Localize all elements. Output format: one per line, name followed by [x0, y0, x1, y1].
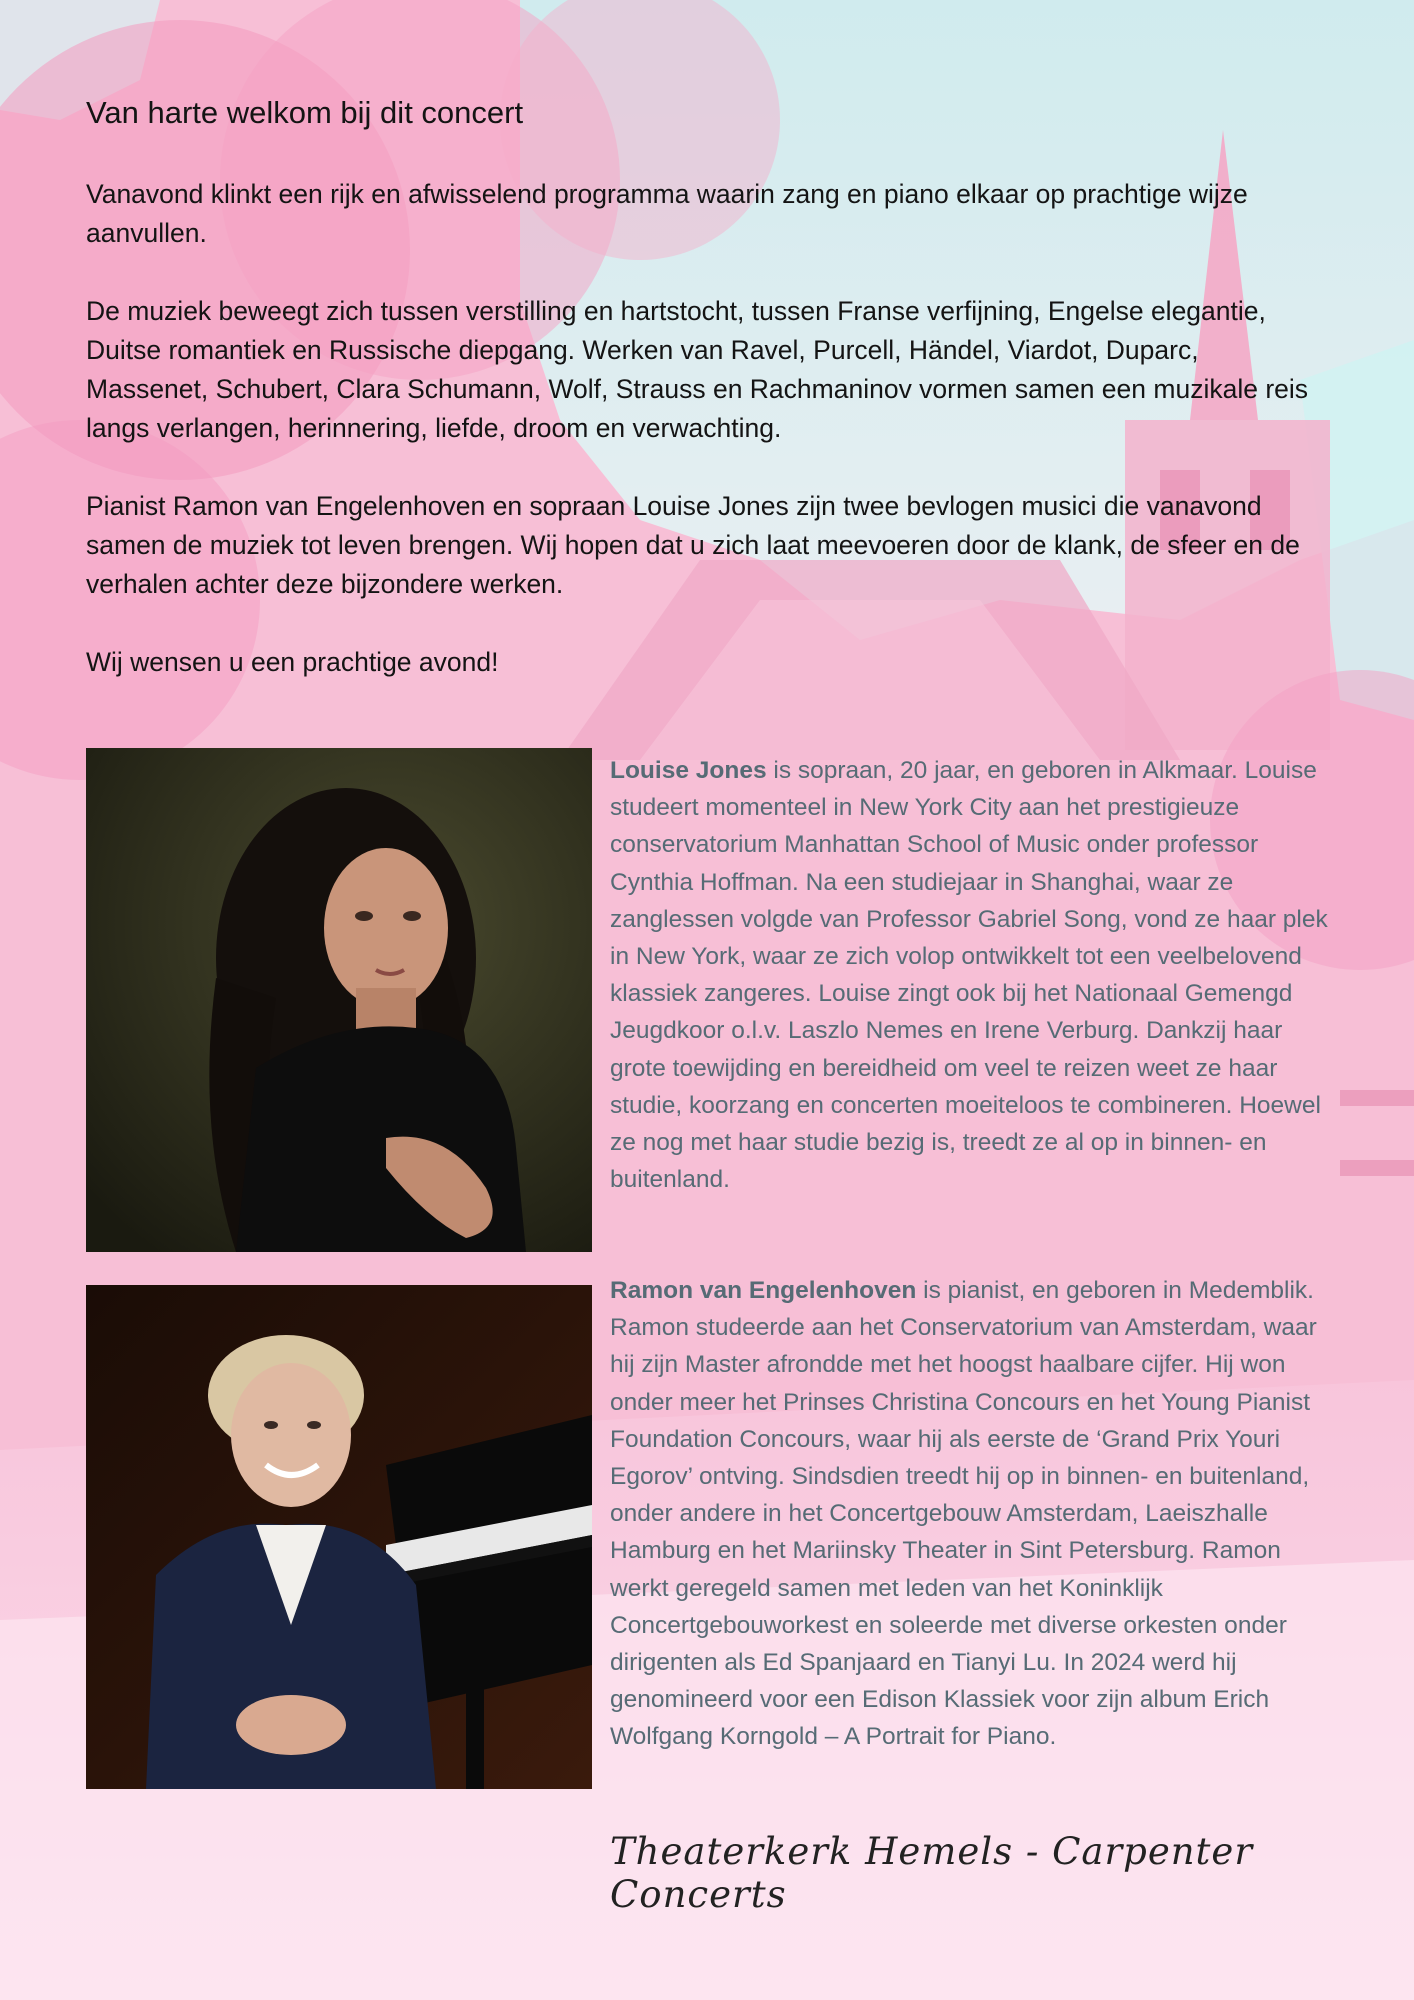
intro-text [86, 175, 1326, 721]
ramon-van-engelenhoven-bio [610, 1272, 1340, 1756]
louise-jones-bio [610, 752, 1340, 1198]
intro-paragraph: Pianist Ramon van Engelenhoven en sopraan Louise Jones zijn twee bevlogen musici die vanavond samen de muziek tot leven brengen. Wij hopen dat u zich laat meevoeren door de klank, de sfeer en de verhalen achter deze bijzondere werken. [86, 491, 1300, 599]
ramon-van-engelenhoven-photo [86, 1285, 592, 1789]
welcome-title: Van harte welkom bij dit concert [86, 95, 524, 130]
venue-signature: Theaterkerk Hemels - Carpenter Concerts [610, 1830, 1254, 1916]
louise-jones-photo [86, 748, 592, 1252]
artist-name: Louise Jones [610, 757, 767, 784]
artist-name: Ramon van Engelenhoven [610, 1277, 917, 1304]
artist-bio-text: is sopraan, 20 jaar, en geboren in Alkmaar. Louise studeert momenteel in New York City aan het prestigieuze conservatorium Manhattan School of Music onder professor Cynthia Hoffman. Na een studiejaar in Shanghai, waar ze zanglessen volgde van Professor Gabriel Song, vond ze haar plek in New York, waar ze zich volop ontwikkelt tot een veelbelovend klassiek zangeres. Louise zingt ook bij het Nationaal Gemengd Jeugdkoor o.l.v. Laszlo Nemes en Irene Verburg. Dankzij haar grote toewijding en bereidheid om veel te reizen weet ze haar studie, koorzang en concerten moeiteloos te combineren. Hoewel ze nog met haar studie bezig is, treedt ze al op in binnen- en buitenland. [610, 757, 1328, 1194]
intro-paragraph: De muziek beweegt zich tussen verstilling en hartstocht, tussen Franse verfijning, Engelse elegantie, Duitse romantiek en Russische diepgang. Werken van Ravel, Purcell, Händel, Viardot, Duparc, Massenet, Schubert, Clara Schumann, Wolf, Strauss en Rachmaninov vormen samen een muzikale reis langs verlangen, herinnering, liefde, droom en verwachting. [86, 296, 1309, 443]
intro-paragraph: Vanavond klinkt een rijk en afwisselend programma waarin zang en piano elkaar op prachtige wijze aanvullen. [86, 179, 1248, 248]
intro-paragraph: Wij wensen u een prachtige avond! [86, 647, 499, 677]
artist-bio-text: is pianist, en geboren in Medemblik. Ramon studeerde aan het Conservatorium van Amsterdam, waar hij zijn Master afrondde met het hoogst haalbare cijfer. Hij won onder meer het Prinses Christina Concours en het Young Pianist Foundation Concours, waar hij als eerste de ‘Grand Prix Youri Egorov’ ontving. Sindsdien treedt hij op in binnen- en buitenland, onder andere in het Concertgebouw Amsterdam, Laeiszhalle Hamburg en het Mariinsky Theater in Sint Petersburg. Ramon werkt geregeld samen met leden van het Koninklijk Concertgebouworkest en soleerde met diverse orkesten onder dirigenten als Ed Spanjaard en Tianyi Lu. In 2024 werd hij genomineerd voor een Edison Klassiek voor zijn album Erich Wolfgang Korngold – A Portrait for Piano. [610, 1277, 1317, 1751]
